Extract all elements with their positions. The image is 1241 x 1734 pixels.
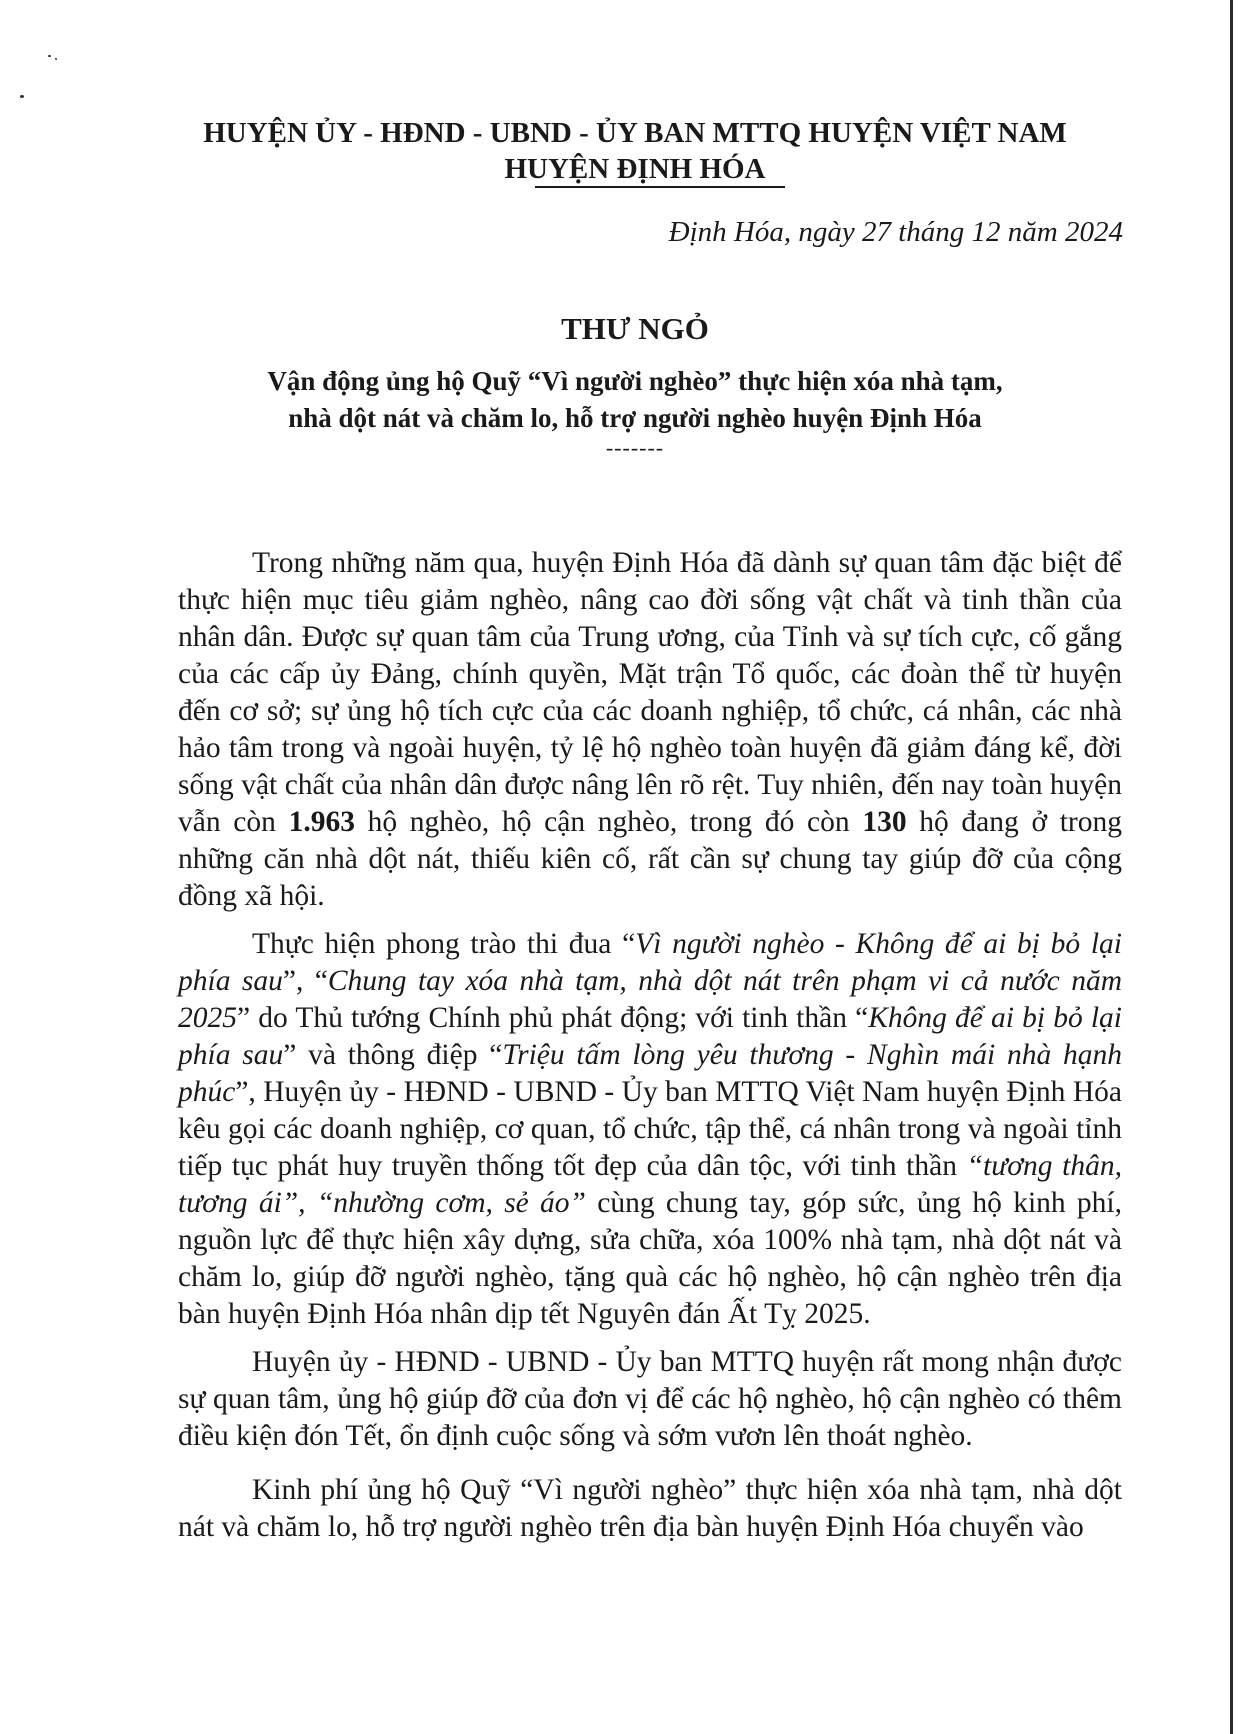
scan-edge-line: [1230, 0, 1233, 1734]
issuing-organization-line2: HUYỆN ĐỊNH HÓA: [504, 153, 766, 185]
subtitle-line2: nhà dột nát và chăm lo, hỗ trợ người nghèo huyện Định Hóa: [288, 403, 982, 433]
letter-body: [178, 545, 1122, 1546]
scan-speck: [48, 55, 51, 57]
title-separator: -------: [605, 435, 665, 460]
scan-speck: [55, 58, 57, 60]
scan-speck: [20, 95, 24, 98]
paragraph-situation: Trong những năm qua, huyện Định Hóa đã dành sự quan tâm đặc biệt để thực hiện mục tiêu giảm nghèo, nâng cao đời sống vật chất và tinh thần của nhân dân. Được sự quan tâm của Trung ương, của Tỉnh và sự tích cực, cố gắng của các cấp ủy Đảng, chính quyền, Mặt trận Tổ quốc, các đoàn thể từ huyện đến cơ sở; sự ủng hộ tích cực của các doanh nghiệp, tổ chức, cá nhân, các nhà hảo tâm trong và ngoài huyện, tỷ lệ hộ nghèo toàn huyện đã giảm đáng kể, đời sống vật chất của nhân dân được nâng lên rõ rệt. Tuy nhiên, đến nay toàn huyện vẫn còn 1.963 hộ nghèo, hộ cận nghèo, trong đó còn 130 hộ đang ở trong những căn nhà dột nát, thiếu kiên cố, rất cần sự chung tay giúp đỡ của cộng đồng xã hội.: [178, 547, 1123, 912]
dilapidated-houses-count: 130: [862, 806, 907, 838]
document-subtitle: [120, 363, 1150, 437]
paragraph-appeal: Thực hiện phong trào thi đua “Vì người nghèo - Không để ai bị bỏ lại phía sau”, “Chung tay xóa nhà tạm, nhà dột nát trên phạm vi cả nước năm 2025” do Thủ tướng Chính phủ phát động; với tinh thần “Không để ai bị bỏ lại phía sau” và thông điệp “Triệu tấm lòng yêu thương - Nghìn mái nhà hạnh phúc”, Huyện ủy - HĐND - UBND - Ủy ban MTTQ Việt Nam huyện Định Hóa kêu gọi các doanh nghiệp, cơ quan, tổ chức, tập thể, cá nhân trong và ngoài tỉnh tiếp tục phát huy truyền thống tốt đẹp của dân tộc, với tinh thần “tương thân, tương ái”, “nhường cơm, sẻ áo” cùng chung tay, góp sức, ủng hộ kinh phí, nguồn lực để thực hiện xây dựng, sửa chữa, xóa 100% nhà tạm, nhà dột nát và chăm lo, giúp đỡ người nghèo, tặng quà các hộ nghèo, hộ cận nghèo trên địa bàn huyện Định Hóa nhân dịp tết Nguyên đán Ất Tỵ 2025.: [178, 928, 1123, 1330]
paragraph-hope: Huyện ủy - HĐND - UBND - Ủy ban MTTQ huyện rất mong nhận được sự quan tâm, ủng hộ giúp đỡ của đơn vị để các hộ nghèo, hộ cận nghèo có thêm điều kiện đón Tết, ổn định cuộc sống và sớm vươn lên thoát nghèo.: [178, 1346, 1122, 1452]
subtitle-line1: Vận động ủng hộ Quỹ “Vì người nghèo” thực hiện xóa nhà tạm,: [267, 366, 1003, 396]
paragraph-funding: Kinh phí ủng hộ Quỹ “Vì người nghèo” thực hiện xóa nhà tạm, nhà dột nát và chăm lo, hỗ trợ người nghèo trên địa bàn huyện Định Hóa chuyển vào: [178, 1474, 1122, 1543]
poor-households-count: 1.963: [288, 806, 355, 838]
organization-underline: [535, 186, 785, 188]
document-title: THƯ NGỎ: [561, 311, 709, 346]
issuing-organization-line1: HUYỆN ỦY - HĐND - UBND - ỦY BAN MTTQ HUYỆN VIỆT NAM: [203, 117, 1067, 149]
document-date: Định Hóa, ngày 27 tháng 12 năm 2024: [668, 216, 1123, 248]
